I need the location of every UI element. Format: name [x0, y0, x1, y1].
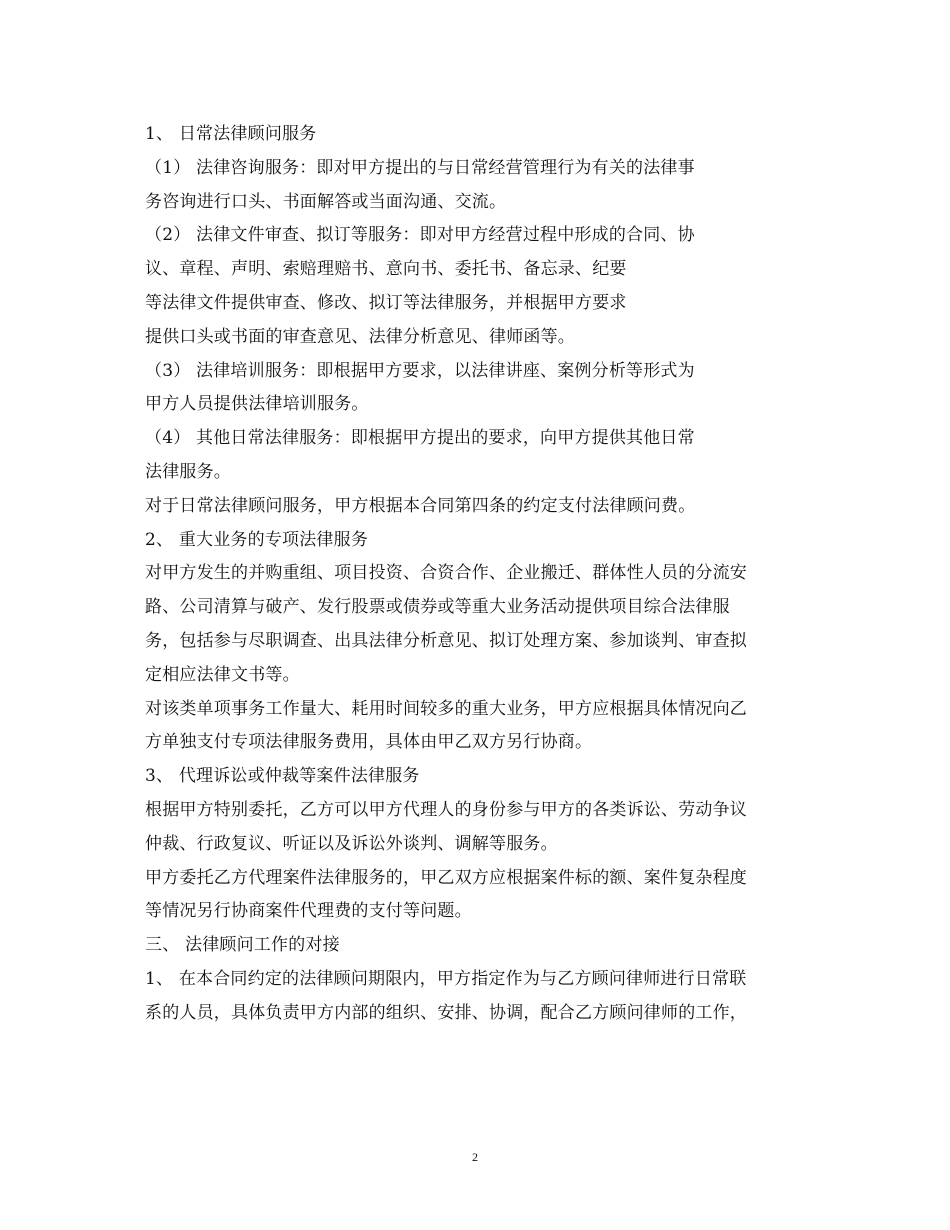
heading-daily-legal-service: 1、 日常法律顾问服务	[145, 124, 317, 144]
paragraph-line: 务，包括参与尽职调查、出具法律分析意见、拟订处理方案、参加谈判、审查拟	[145, 630, 747, 651]
paragraph-line: 根据甲方特别委托，乙方可以甲方代理人的身份参与甲方的各类诉讼、劳动争议	[145, 799, 747, 820]
paragraph-line: 等情况另行协商案件代理费的支付等问题。	[145, 901, 472, 922]
paragraph-line: 等法律文件提供审查、修改、拟订等法律服务，并根据甲方要求	[145, 292, 627, 313]
paragraph-line: （1） 法律咨询服务：即对甲方提出的与日常经营管理行为有关的法律事	[145, 157, 695, 178]
paragraph-line: 系的人员，具体负责甲方内部的组织、安排、协调，配合乙方顾问律师的工作，	[145, 1002, 747, 1023]
document-body	[145, 118, 810, 1031]
paragraph-line: 甲方委托乙方代理案件法律服务的，甲乙双方应根据案件标的额、案件复杂程度	[145, 867, 747, 888]
heading-litigation-service: 3、 代理诉讼或仲裁等案件法律服务	[145, 766, 420, 787]
paragraph-line: 甲方人员提供法律培训服务。	[145, 394, 369, 415]
paragraph-line: （2） 法律文件审查、拟订等服务：即对甲方经营过程中形成的合同、协	[145, 225, 695, 246]
paragraph-line: （3） 法律培训服务：即根据甲方要求，以法律讲座、案例分析等形式为	[145, 360, 695, 381]
paragraph-line: 路、公司清算与破产、发行股票或债券或等重大业务活动提供项目综合法律服	[145, 597, 730, 618]
paragraph-line: 对于日常法律顾问服务，甲方根据本合同第四条的约定支付法律顾问费。	[145, 495, 696, 516]
paragraph-line: （4） 其他日常法律服务：即根据甲方提出的要求，向甲方提供其他日常	[145, 428, 695, 449]
paragraph-line: 提供口头或书面的审查意见、法律分析意见、律师函等。	[145, 326, 575, 347]
paragraph-line: 对甲方发生的并购重组、项目投资、合资合作、企业搬迁、群体性人员的分流安	[145, 563, 747, 584]
paragraph-line: 仲裁、行政复议、听证以及诉讼外谈判、调解等服务。	[145, 833, 558, 854]
page-number: 2	[472, 1150, 478, 1164]
paragraph-line: 法律服务。	[145, 461, 231, 482]
paragraph-line: 方单独支付专项法律服务费用，具体由甲乙双方另行协商。	[145, 732, 593, 753]
heading-work-coordination: 三、 法律顾问工作的对接	[145, 935, 340, 956]
paragraph-line: 对该类单项事务工作量大、耗用时间较多的重大业务，甲方应根据具体情况向乙	[145, 698, 747, 719]
paragraph-line: 1、 在本合同约定的法律顾问期限内，甲方指定作为与乙方顾问律师进行日常联	[145, 968, 747, 989]
paragraph-line: 议、章程、声明、索赔理赔书、意向书、委托书、备忘录、纪要	[145, 259, 627, 280]
paragraph-line: 定相应法律文书等。	[145, 664, 300, 685]
paragraph-line: 务咨询进行口头、书面解答或当面沟通、交流。	[145, 191, 507, 212]
heading-major-business-service: 2、 重大业务的专项法律服务	[145, 529, 369, 550]
